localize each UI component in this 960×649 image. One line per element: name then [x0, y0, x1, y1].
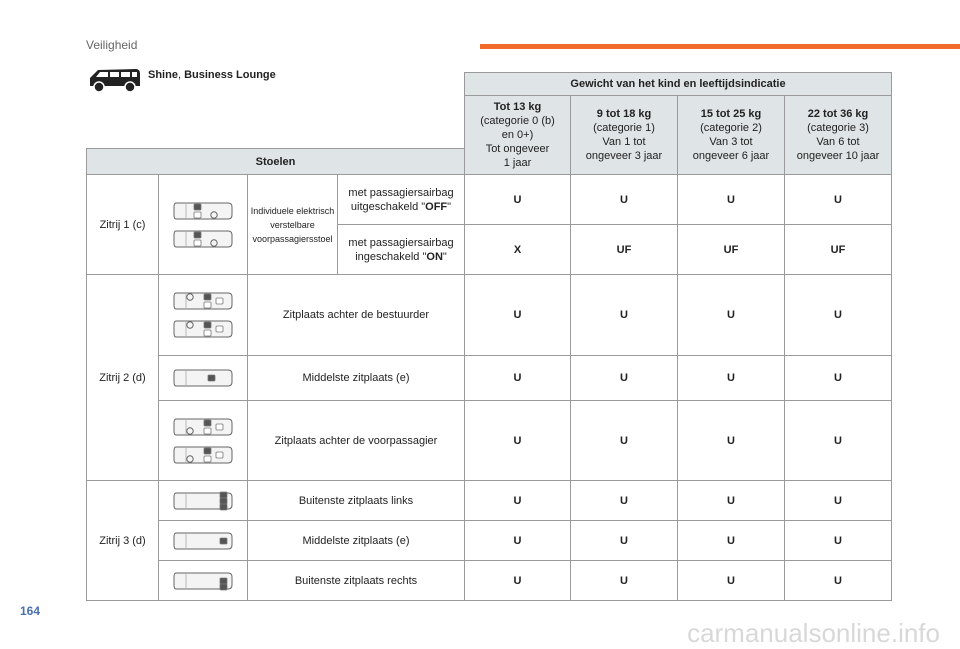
value-cell: U	[464, 520, 571, 561]
weight-line: (categorie 3)	[807, 122, 869, 134]
car-seat-diagram-icon	[172, 317, 234, 341]
value-cell: U	[570, 520, 678, 561]
seat-diagram-cell	[158, 520, 248, 561]
value-cell: U	[784, 174, 892, 225]
weight-title: 9 tot 18 kg	[596, 108, 652, 120]
weight-col-2	[570, 95, 678, 175]
weight-title: 22 tot 36 kg	[807, 108, 869, 120]
seat-type-line: verstelbare	[270, 219, 315, 230]
value-cell: U	[784, 274, 892, 356]
value-cell: UF	[677, 224, 785, 275]
value-cell: U	[677, 560, 785, 601]
row-label-2: Zitrij 2 (d)	[86, 274, 159, 481]
weight-title: Tot 13 kg	[493, 101, 542, 113]
value-cell: U	[464, 174, 571, 225]
trim-separator: ,	[177, 69, 185, 81]
car-seat-diagram-icon	[172, 366, 234, 390]
watermark: carmanualsonline.info	[687, 618, 940, 648]
seat-diagram-cell	[158, 400, 248, 481]
weight-line: Van 3 tot	[709, 136, 753, 148]
airbag-on-desc	[337, 224, 465, 275]
section-accent-bar	[480, 44, 960, 49]
weight-line: Van 6 tot	[816, 136, 860, 148]
weight-col-1	[464, 95, 571, 175]
seat-type	[247, 174, 338, 275]
trim-name-1: Shine	[148, 69, 178, 81]
seat-desc: Buitenste zitplaats rechts	[247, 560, 465, 601]
value-cell: U	[464, 560, 571, 601]
airbag-state-on: ON	[426, 250, 443, 263]
airbag-line: uitgeschakeld "	[350, 200, 426, 213]
value-cell: U	[677, 480, 785, 521]
weight-line: (categorie 0 (b)	[480, 115, 555, 127]
value-cell: U	[570, 560, 678, 601]
value-cell: UF	[570, 224, 678, 275]
car-seat-diagram-icon	[172, 443, 234, 467]
car-seat-diagram-icon	[172, 199, 234, 223]
car-seat-diagram-icon	[172, 489, 234, 513]
car-seat-diagram-icon	[172, 289, 234, 313]
weight-line: en 0+)	[501, 129, 534, 141]
value-cell: U	[784, 520, 892, 561]
seat-type-line: Individuele elektrisch	[250, 205, 335, 216]
page-number: 164	[20, 604, 41, 618]
weight-title: 15 tot 25 kg	[700, 108, 762, 120]
value-cell: U	[677, 174, 785, 225]
seat-diagram-cell	[158, 274, 248, 356]
weight-line: (categorie 1)	[593, 122, 655, 134]
value-cell: U	[677, 355, 785, 401]
value-cell: U	[784, 355, 892, 401]
value-cell: U	[570, 355, 678, 401]
seat-desc: Zitplaats achter de bestuurder	[247, 274, 465, 356]
row-label-3: Zitrij 3 (d)	[86, 480, 159, 601]
value-cell: U	[677, 520, 785, 561]
seat-diagram-cell	[158, 480, 248, 521]
value-cell: U	[784, 400, 892, 481]
car-seat-diagram-icon	[172, 415, 234, 439]
weight-line: (categorie 2)	[700, 122, 762, 134]
value-cell: U	[464, 400, 571, 481]
airbag-line: ingeschakeld "	[355, 250, 427, 263]
value-cell: U	[464, 355, 571, 401]
value-cell: U	[464, 274, 571, 356]
airbag-line: "	[447, 200, 452, 213]
car-seat-diagram-icon	[172, 569, 234, 593]
airbag-line: "	[442, 250, 447, 263]
section-title: Veiligheid	[86, 38, 138, 52]
seat-desc: Buitenste zitplaats links	[247, 480, 465, 521]
weight-line: 1 jaar	[503, 157, 532, 169]
value-cell: U	[570, 174, 678, 225]
value-cell: U	[570, 480, 678, 521]
value-cell: U	[677, 274, 785, 356]
weight-line: Van 1 tot	[602, 136, 646, 148]
weight-col-3	[677, 95, 785, 175]
weight-col-4	[784, 95, 892, 175]
car-seat-diagram-icon	[172, 529, 234, 553]
airbag-line: met passagiersairbag	[348, 236, 454, 249]
seat-desc: Middelste zitplaats (e)	[247, 520, 465, 561]
weight-group-header: Gewicht van het kind en leeftijdsindicatie	[464, 72, 892, 96]
value-cell: U	[570, 274, 678, 356]
value-cell: U	[570, 400, 678, 481]
value-cell: U	[677, 400, 785, 481]
seats-header: Stoelen	[86, 148, 465, 175]
weight-line: Tot ongeveer	[485, 143, 550, 155]
trim-name-2: Business Lounge	[184, 69, 276, 81]
value-cell: X	[464, 224, 571, 275]
front-seat-diagrams	[158, 174, 248, 275]
seat-diagram-cell	[158, 560, 248, 601]
value-cell: U	[784, 480, 892, 521]
weight-line: ongeveer 6 jaar	[692, 150, 770, 162]
weight-line: ongeveer 10 jaar	[796, 150, 880, 162]
value-cell: UF	[784, 224, 892, 275]
airbag-line: met passagiersairbag	[348, 186, 454, 199]
seat-diagram-cell	[158, 355, 248, 401]
child-seat-table	[86, 70, 892, 601]
car-seat-diagram-icon	[172, 227, 234, 251]
seat-desc: Zitplaats achter de voorpassagier	[247, 400, 465, 481]
airbag-off-desc	[337, 174, 465, 225]
airbag-state-off: OFF	[425, 200, 448, 213]
seat-desc: Middelste zitplaats (e)	[247, 355, 465, 401]
value-cell: U	[464, 480, 571, 521]
value-cell: U	[784, 560, 892, 601]
row-label-1: Zitrij 1 (c)	[86, 174, 159, 275]
weight-line: ongeveer 3 jaar	[585, 150, 663, 162]
seat-type-line: voorpassagiersstoel	[252, 233, 333, 244]
